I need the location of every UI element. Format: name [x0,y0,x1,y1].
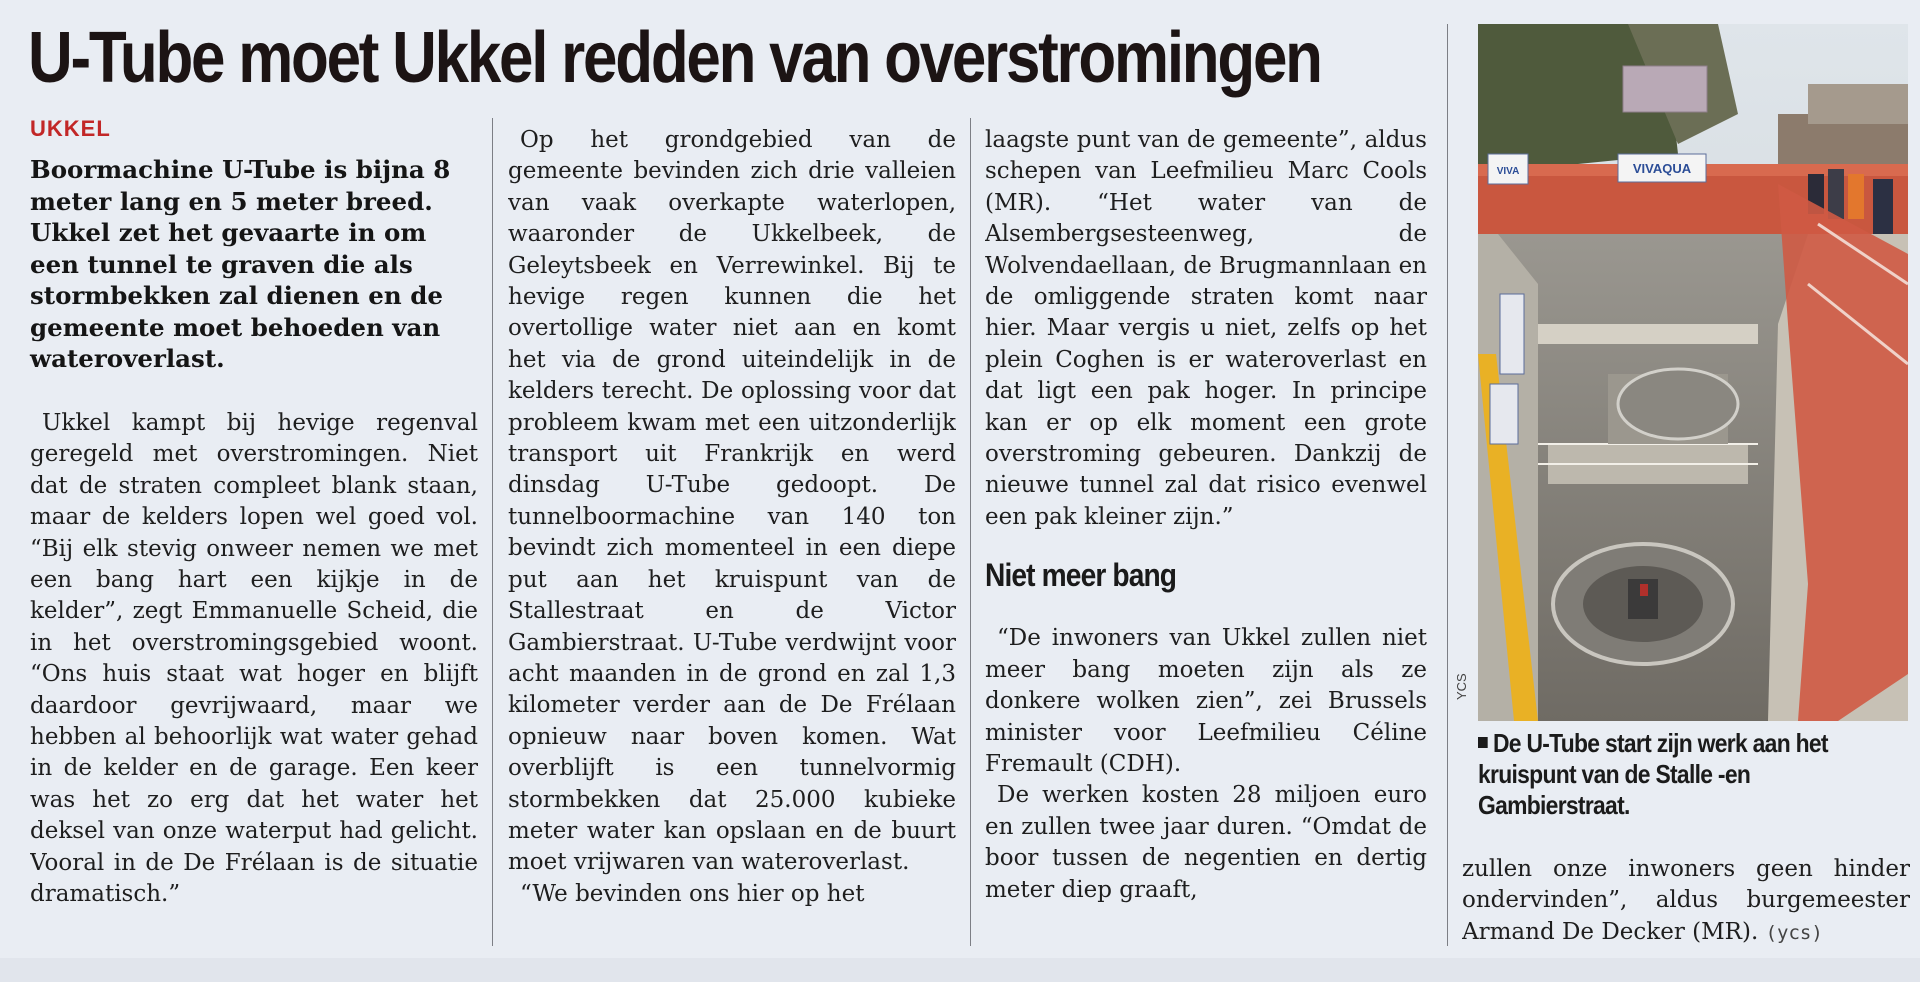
column-1 [30,408,478,950]
construction-site-photo [1478,24,1908,721]
vivaqua-sign-text: VIVAQUA [1632,161,1692,176]
photo-illustration [1478,24,1908,721]
author-credit: (ycs) [1765,921,1823,944]
subheading: Niet meer bang [985,557,1177,594]
vivaqua-banner-text: VIVA [1496,166,1520,177]
article-lead: Boormachine U-Tube is bijna 8 meter lang en 5 meter breed. Ukkel zet het gevaarte in om een tunnel te graven die als stormbekken zal dienen en de gemeente moet behoeden van wateroverlast. [30,155,451,373]
caption-bullet-icon [1478,737,1488,748]
column-divider [1447,24,1448,946]
paragraph: Ukkel kampt bij hevige regenval geregeld met overstromingen. Niet dat de straten compleet blank staan, maar de kelders lopen wel goed vol. “Bij elk stevig onweer nemen we met een bang hart een kijkje in de kelder”, zegt Emmanuelle Scheid, die in het overstromingsgebied woont. “Ons huis staat wat hoger en blijft daardoor gevrijwaard, maar we hebben al behoorlijk wat water gehad in de kelder en de garage. Een keer was het zo erg dat het water het deksel van onze waterput had gelicht. Vooral in de De Frélaan is de situatie dramatisch.” [30,410,478,908]
column-divider [492,118,493,946]
article-headline: U-Tube moet Ukkel redden van overstromingen [28,18,1321,98]
paragraph: “We bevinden ons hier op het [520,880,865,907]
paragraph: laagste punt van de gemeente”, aldus schepen van Leefmilieu Marc Cools (MR). “Het water van de Alsembergsesteenweg, de Wolvendaellaan, de Brugmannlaan en de omliggende straten komt naar hier. Maar vergis u niet, zelfs op het plein Coghen is er wateroverlast en dat ligt een pak hoger. In principe kan er op elk moment een grote overstroming gebeuren. Dankzij de nieuwe tunnel zal dat risico evenwel een pak kleiner zijn.” [985,127,1427,530]
column-4 [1462,854,1910,950]
vivaqua-sign [1618,154,1706,182]
caption-text: De U-Tube start zijn werk aan het kruispunt van de Stalle -en Gambierstraat. [1478,728,1828,820]
paragraph: Op het grondgebied van de gemeente bevinden zich drie valleien van vaak overkapte waterlopen, waaronder de Ukkelbeek, de Geleytsbeek en Verrewinkel. Bij te hevige regen kunnen die het overtollige water niet aan en komt het via de grond uiteindelijk in de kelders terecht. De oplossing voor dat probleem kwam met een uitzonderlijk transport uit Frankrijk en werd dinsdag U-Tube gedoopt. De tunnelboormachine van 140 ton bevindt zich momenteel in een diepe put aan het kruispunt van de Stallestraat en de Victor Gambierstraat. U-Tube verdwijnt voor acht maanden in de grond en zal 1,3 kilometer verder aan de De Frélaan opnieuw naar boven komen. Wat overblijft is een tunnelvormig stormbekken dat 25.000 kubieke meter water kan opslaan en de buurt moet vrijwaren van wateroverlast. [508,127,956,876]
paragraph [1462,854,1910,949]
column-divider [970,118,971,946]
photo-credit: YCS [1454,673,1469,700]
vivaqua-banner [1488,154,1528,184]
paragraph: De werken kosten 28 miljoen euro en zullen twee jaar duren. “Omdat de boor tussen de negentien en dertig meter diep graaft, [985,782,1427,903]
paragraph: “De inwoners van Ukkel zullen niet meer bang moeten zijn als ze donkere wolken zien”, zei Brussels minister voor Leefmilieu Céline Fremault (CDH). [985,625,1427,777]
section-kicker: UKKEL [30,116,111,141]
paragraph-text: zullen onze inwoners geen hinder ondervinden”, aldus burgemeester Armand De Decker (MR). [1462,856,1910,945]
column-2 [508,125,956,951]
page-bottom-band [0,958,1920,982]
photo-caption [1478,728,1856,821]
column-3 [985,125,1427,951]
